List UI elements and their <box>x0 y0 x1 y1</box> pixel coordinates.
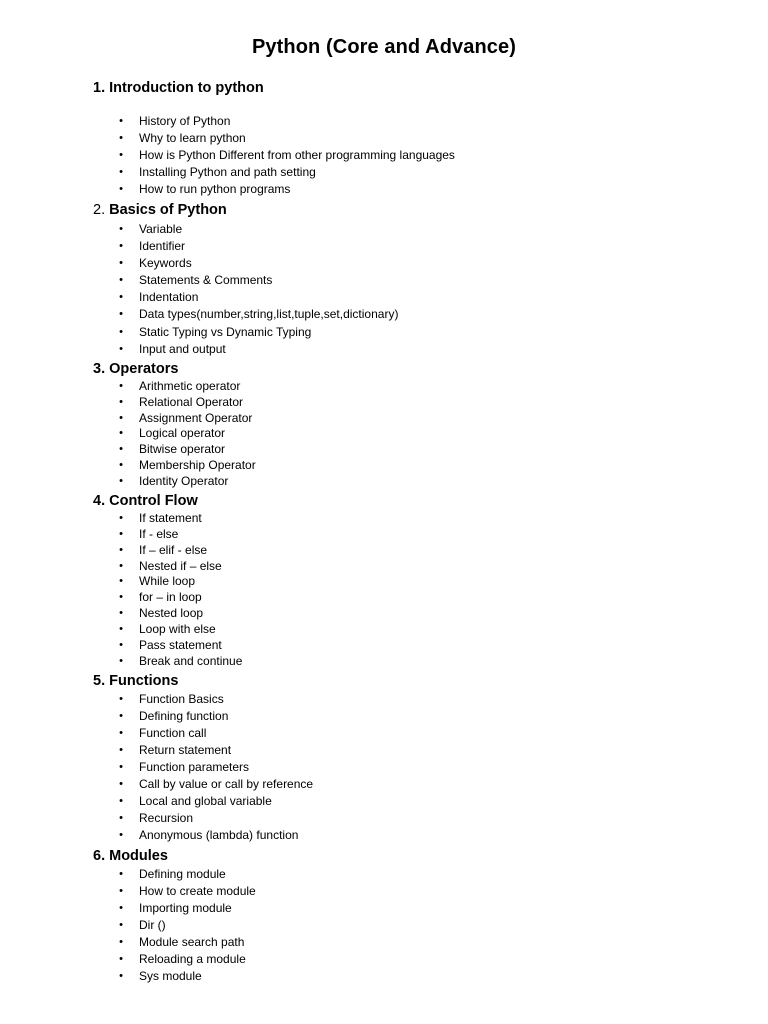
bullet-icon: • <box>119 638 123 651</box>
list-item-text: Statements & Comments <box>139 273 273 288</box>
list-item <box>93 113 713 130</box>
list-item <box>93 934 713 951</box>
list-item-text: Sys module <box>139 968 202 983</box>
list-item <box>93 411 713 427</box>
list-item <box>93 606 713 622</box>
bullet-icon: • <box>119 901 123 914</box>
list-item-text: Assignment Operator <box>139 410 253 425</box>
list-item <box>93 474 713 490</box>
list-item-text: Loop with else <box>139 622 216 636</box>
list-item-text: Return statement <box>139 742 232 757</box>
list-item <box>93 574 713 590</box>
section-heading-text: Modules <box>109 847 168 864</box>
list-item-text: Logical operator <box>139 426 226 441</box>
list-item-text: Local and global variable <box>139 793 272 808</box>
list-item <box>93 527 713 543</box>
list-item-text: If - else <box>139 526 179 541</box>
bullet-icon: • <box>119 115 123 127</box>
list-item-text: Identity Operator <box>139 474 229 489</box>
bullet-icon: • <box>119 543 123 556</box>
list-item-text: Break and continue <box>139 653 243 668</box>
list-item-text: Dir () <box>139 917 166 932</box>
list-item-text: Input and output <box>139 341 226 356</box>
list-item-text: How is Python Different from other programming languages <box>139 148 455 162</box>
list-item <box>93 379 713 395</box>
list-item-text: for – in loop <box>139 590 202 605</box>
list-item <box>93 289 713 306</box>
list-item-text: Static Typing vs Dynamic Typing <box>139 324 312 339</box>
list-item-text: Relational Operator <box>139 394 244 409</box>
list-item <box>93 725 713 742</box>
bullet-icon: • <box>119 411 123 424</box>
bullet-list <box>93 221 713 358</box>
section-5 <box>93 671 713 844</box>
bullet-icon: • <box>119 559 123 572</box>
bullet-icon: • <box>119 257 123 270</box>
section-heading-text: Control Flow <box>109 493 198 510</box>
list-item <box>93 827 713 844</box>
list-item-text: Recursion <box>139 810 194 825</box>
bullet-icon: • <box>119 575 123 588</box>
list-item <box>93 221 713 238</box>
list-item-text: Module search path <box>139 934 245 949</box>
bullet-icon: • <box>119 223 123 235</box>
bullet-icon: • <box>119 654 123 667</box>
list-item-text: Variable <box>139 222 183 236</box>
list-item <box>93 324 713 341</box>
bullet-icon: • <box>119 811 123 824</box>
list-item <box>93 708 713 725</box>
list-item <box>93 543 713 559</box>
list-item <box>93 147 713 164</box>
bullet-icon: • <box>119 607 123 620</box>
list-item-text: Identifier <box>139 239 186 254</box>
section-heading <box>93 200 713 220</box>
list-item-text: If – elif - else <box>139 542 208 557</box>
list-item-text: If statement <box>139 511 202 526</box>
list-item-text: Data types(number,string,list,tuple,set,dictionary) <box>139 307 399 322</box>
bullet-icon: • <box>119 828 123 841</box>
bullet-icon: • <box>119 308 123 321</box>
list-item <box>93 866 713 883</box>
bullet-icon: • <box>119 969 123 982</box>
bullet-icon: • <box>119 291 123 304</box>
bullet-icon: • <box>119 342 123 355</box>
bullet-icon: • <box>119 149 123 161</box>
list-item <box>93 590 713 606</box>
list-item <box>93 559 713 575</box>
list-item-text: History of Python <box>139 114 231 128</box>
list-item-text: Importing module <box>139 900 232 915</box>
list-item <box>93 458 713 474</box>
list-item-text: Function Basics <box>139 691 224 706</box>
bullet-icon: • <box>119 760 123 773</box>
list-item <box>93 793 713 810</box>
bullet-icon: • <box>119 475 123 488</box>
bullet-icon: • <box>119 395 123 408</box>
bullet-icon: • <box>119 512 123 525</box>
list-item-text: Bitwise operator <box>139 442 226 457</box>
bullet-icon: • <box>119 726 123 739</box>
list-item-text: Pass statement <box>139 637 222 652</box>
list-item-text: Call by value or call by reference <box>139 776 314 791</box>
list-item <box>93 968 713 985</box>
bullet-icon: • <box>119 777 123 790</box>
list-item-text: Defining module <box>139 866 226 881</box>
section-6 <box>93 846 713 985</box>
bullet-list <box>93 379 713 490</box>
section-number: 4. <box>93 493 106 510</box>
list-item-text: Reloading a module <box>139 951 246 966</box>
bullet-icon: • <box>119 325 123 338</box>
bullet-list <box>93 511 713 669</box>
bullet-icon: • <box>119 459 123 472</box>
list-item-text: How to run python programs <box>139 182 291 196</box>
section-number: 1. <box>93 80 106 96</box>
bullet-icon: • <box>119 183 123 195</box>
list-item <box>93 776 713 793</box>
bullet-icon: • <box>119 274 123 287</box>
bullet-icon: • <box>119 794 123 807</box>
bullet-icon: • <box>119 918 123 931</box>
bullet-icon: • <box>119 692 123 705</box>
bullet-icon: • <box>119 527 123 540</box>
list-item <box>93 426 713 442</box>
bullet-icon: • <box>119 240 123 253</box>
section-heading <box>93 78 713 98</box>
section-heading <box>93 671 713 691</box>
section-number: 5. <box>93 672 106 689</box>
list-item <box>93 810 713 827</box>
section-heading <box>93 846 713 866</box>
list-item-text: How to create module <box>139 883 256 898</box>
list-item-text: Arithmetic operator <box>139 378 241 393</box>
list-item <box>93 341 713 358</box>
bullet-icon: • <box>119 884 123 897</box>
bullet-icon: • <box>119 427 123 440</box>
list-item <box>93 272 713 289</box>
section-heading-text: Basics of Python <box>109 202 227 218</box>
list-item <box>93 691 713 708</box>
bullet-icon: • <box>119 952 123 965</box>
list-item-text: Function parameters <box>139 759 250 774</box>
list-item <box>93 759 713 776</box>
list-item <box>93 654 713 670</box>
list-item <box>93 622 713 638</box>
bullet-icon: • <box>119 132 123 144</box>
section-heading-text: Introduction to python <box>109 80 264 96</box>
bullet-list <box>93 691 713 844</box>
bullet-list <box>93 866 713 985</box>
list-item <box>93 164 713 181</box>
bullet-icon: • <box>119 935 123 948</box>
section-number: 2. <box>93 202 106 218</box>
list-item-text: While loop <box>139 574 196 589</box>
bullet-icon: • <box>119 591 123 604</box>
bullet-icon: • <box>119 379 123 392</box>
list-item-text: Keywords <box>139 256 192 271</box>
section-number: 3. <box>93 360 106 377</box>
bullet-icon: • <box>119 166 123 178</box>
section-4 <box>93 491 713 669</box>
list-item <box>93 255 713 272</box>
list-item <box>93 883 713 900</box>
list-item-text: Function call <box>139 725 207 740</box>
list-item <box>93 951 713 968</box>
bullet-icon: • <box>119 709 123 722</box>
list-item-text: Installing Python and path setting <box>139 165 316 179</box>
list-item-text: Why to learn python <box>139 131 246 145</box>
bullet-icon: • <box>119 443 123 456</box>
list-item <box>93 306 713 323</box>
list-item <box>93 130 713 147</box>
list-item-text: Indentation <box>139 290 199 305</box>
document-title: Python (Core and Advance) <box>251 36 516 58</box>
section-heading-text: Functions <box>109 672 179 689</box>
list-item-text: Nested if – else <box>139 558 222 573</box>
list-item <box>93 181 713 198</box>
bullet-icon: • <box>119 743 123 756</box>
section-2 <box>93 200 713 358</box>
list-item <box>93 511 713 527</box>
section-3 <box>93 359 713 490</box>
section-1 <box>93 78 713 198</box>
bullet-icon: • <box>119 623 123 635</box>
bullet-list <box>93 113 713 198</box>
list-item-text: Nested loop <box>139 606 204 621</box>
list-item <box>93 900 713 917</box>
list-item <box>93 638 713 654</box>
section-heading-text: Operators <box>109 360 179 377</box>
section-heading <box>93 359 713 379</box>
list-item-text: Anonymous (lambda) function <box>139 827 299 842</box>
list-item-text: Defining function <box>139 708 229 723</box>
bullet-icon: • <box>119 867 123 880</box>
section-heading <box>93 491 713 511</box>
list-item <box>93 917 713 934</box>
list-item <box>93 395 713 411</box>
list-item <box>93 238 713 255</box>
list-item-text: Membership Operator <box>139 458 256 473</box>
list-item <box>93 742 713 759</box>
section-number: 6. <box>93 847 106 864</box>
list-item <box>93 442 713 458</box>
sections-container <box>93 78 713 985</box>
